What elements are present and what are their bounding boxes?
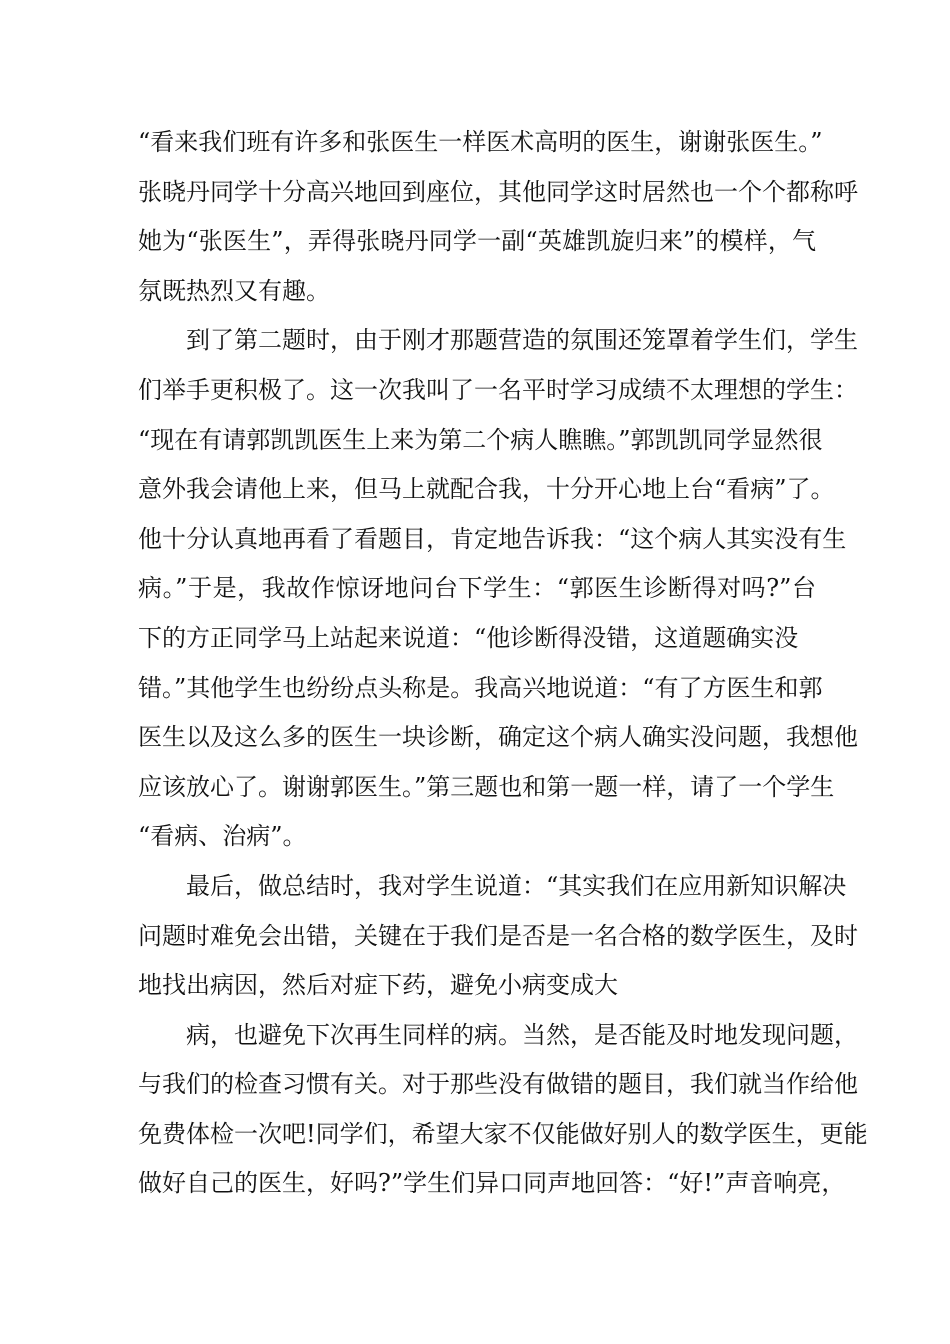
text-line: 下的方正同学马上站起来说道：“他诊断得没错，这道题确实没 [138,623,799,652]
text-line: 免费体检一次吧!同学们，希望大家不仅能做好别人的数学医生，更能 [138,1119,868,1148]
text-line: “看病、治病”。 [138,822,307,851]
text-line: 她为“张医生”，弄得张晓丹同学一副“英雄凯旋归来”的模样，气 [138,227,816,256]
text-line: 张晓丹同学十分高兴地回到座位，其他同学这时居然也一个个都称呼 [138,177,858,206]
text-line: 氛既热烈又有趣。 [138,276,330,305]
text-line: 与我们的检查习惯有关。对于那些没有做错的题目，我们就当作给他 [138,1070,858,1099]
text-line: 做好自己的医生，好吗?”学生们异口同声地回答：“好!”声音响亮， [138,1169,846,1198]
text-line: 医生以及这么多的医生一块诊断，确定这个病人确实没问题，我想他 [138,723,858,752]
text-line: 问题时难免会出错，关键在于我们是否是一名合格的数学医生，及时 [138,921,858,950]
text-line: “看来我们班有许多和张医生一样医术高明的医生，谢谢张医生。” [138,128,823,156]
paragraph-first-line: 到了第二题时，由于刚才那题营造的氛围还笼罩着学生们，学生 [186,326,858,355]
text-line: 他十分认真地再看了看题目，肯定地告诉我：“这个病人其实没有生 [138,524,847,553]
paragraph-first-line: 病，也避免下次再生同样的病。当然，是否能及时地发现问题， [186,1020,858,1049]
text-line: 应该放心了。谢谢郭医生。”第三题也和第一题一样，请了一个学生 [138,772,835,801]
text-line: 地找出病因，然后对症下药，避免小病变成大 [138,971,618,1000]
document-body [138,118,868,1209]
paragraph-first-line: 最后，做总结时，我对学生说道：“其实我们在应用新知识解决 [186,871,847,900]
text-line: 们举手更积极了。这一次我叫了一名平时学习成绩不太理想的学生： [138,375,858,404]
text-line: “现在有请郭凯凯医生上来为第二个病人瞧瞧。”郭凯凯同学显然很 [138,425,823,454]
text-line: 意外我会请他上来，但马上就配合我，十分开心地上台“看病”了。 [138,475,835,504]
text-line: 错。”其他学生也纷纷点头称是。我高兴地说道：“有了方医生和郭 [138,673,823,702]
text-line: 病。”于是，我故作惊讶地问台下学生：“郭医生诊断得对吗?”台 [138,574,816,603]
